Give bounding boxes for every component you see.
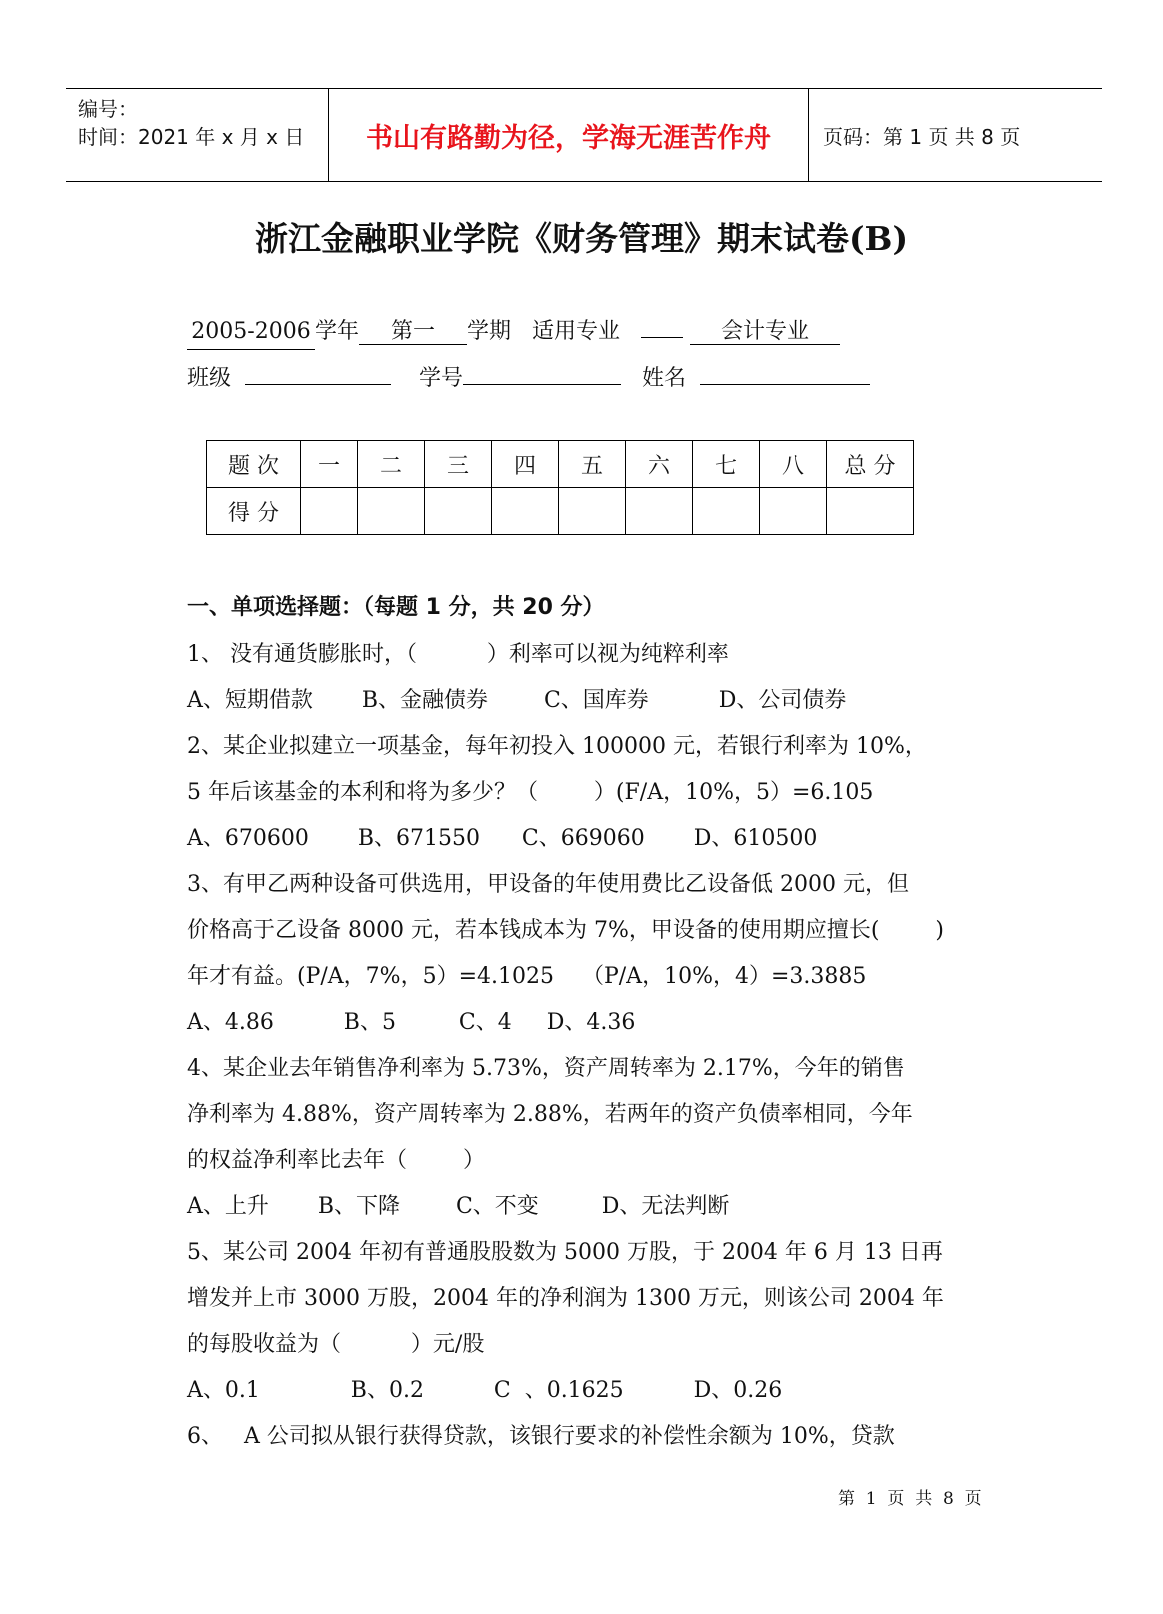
- score-header-cell: 三: [425, 441, 492, 488]
- major-blank: [641, 307, 683, 338]
- term-value: 第一: [359, 314, 467, 345]
- page-footer: 第 1 页 共 8 页: [838, 1489, 982, 1509]
- question-line: 年才有益。(P/A，7%，5）=4.1025 （P/A，10%，4）=3.3885: [187, 964, 867, 989]
- question-line: 的权益净利率比去年（ ）: [187, 1148, 485, 1173]
- question-line: 价格高于乙设备 8000 元，若本钱成本为 7%，甲设备的使用期应擅长( ): [187, 918, 944, 943]
- major-value: 会计专业: [690, 314, 840, 345]
- name-field[interactable]: [700, 354, 870, 385]
- student-id-field[interactable]: [463, 354, 621, 385]
- header-page-cell: [809, 89, 1102, 181]
- question-line: 3、有甲乙两种设备可供选用，甲设备的年使用费比乙设备低 2000 元，但: [187, 872, 909, 897]
- question-line: 4、某企业去年销售净利率为 5.73%，资产周转率为 2.17%，今年的销售: [187, 1056, 905, 1081]
- term-label: 学期: [467, 319, 512, 344]
- score-header-cell: 八: [760, 441, 827, 488]
- student-id-label: 学号: [419, 366, 464, 391]
- exam-title: 浙江金融职业学院《财务管理》期末试卷(B): [254, 219, 909, 258]
- score-header-cell: 四: [492, 441, 559, 488]
- question-option-line: A、短期借款 B、金融债券 C、国库券 D、公司债券: [187, 688, 847, 713]
- question-line: 2、某企业拟建立一项基金，每年初投入 100000 元，若银行利率为 10%，: [187, 734, 927, 759]
- question-line: 增发并上市 3000 万股，2004 年的净利润为 1300 万元，则该公司 2004 年: [187, 1286, 944, 1311]
- score-header-cell: 六: [626, 441, 693, 488]
- score-header-cell: 一: [301, 441, 358, 488]
- header-motto-cell: [329, 89, 809, 181]
- score-cell[interactable]: [301, 488, 358, 535]
- meta-line-2: [187, 354, 870, 392]
- score-row-label: 得 分: [207, 488, 301, 535]
- score-table: [206, 440, 914, 535]
- score-table-score-row: [207, 488, 914, 535]
- header-info-cell: [66, 89, 329, 181]
- score-cell[interactable]: [559, 488, 626, 535]
- major-label: 适用专业: [532, 319, 621, 344]
- school-year-label: 学年: [315, 319, 360, 344]
- score-cell[interactable]: [760, 488, 827, 535]
- question-line: 5、某公司 2004 年初有普通股股数为 5000 万股，于 2004 年 6 月 13 日再: [187, 1240, 943, 1265]
- score-cell[interactable]: [626, 488, 693, 535]
- score-header-cell: 七: [693, 441, 760, 488]
- name-label: 姓名: [642, 366, 687, 391]
- section-heading: 一、单项选择题：（每题 1 分，共 20 分）: [187, 595, 605, 620]
- score-cell[interactable]: [693, 488, 760, 535]
- meta-line-1: [187, 307, 840, 350]
- question-line: 净利率为 4.88%，资产周转率为 2.88%，若两年的资产负债率相同，今年: [187, 1102, 913, 1127]
- motto-text: 书山有路勤为径，学海无涯苦作舟: [366, 122, 771, 154]
- score-header-cell: 二: [358, 441, 425, 488]
- question-line: 1、 没有通货膨胀时，（ ）利率可以视为纯粹利率: [187, 642, 729, 667]
- question-option-line: A、0.1 B、0.2 C 、0.1625 D、0.26: [187, 1378, 783, 1403]
- question-line: 的每股收益为（ ）元/股: [187, 1332, 485, 1357]
- doc-number-label: 编号：: [78, 97, 138, 121]
- score-table-header-row: [207, 441, 914, 488]
- page-label: 页码：第 1 页 共 8 页: [823, 124, 1021, 149]
- score-cell[interactable]: [425, 488, 492, 535]
- document-header: [66, 88, 1102, 182]
- question-line: 6、 A 公司拟从银行获得贷款，该银行要求的补偿性余额为 10%，贷款: [187, 1424, 895, 1449]
- score-cell[interactable]: [827, 488, 914, 535]
- doc-time-label: 时间：2021 年 x 月 x 日: [78, 125, 305, 149]
- score-header-cell: 总 分: [827, 441, 914, 488]
- score-header-cell: 五: [559, 441, 626, 488]
- question-option-line: A、4.86 B、5 C、4 D、4.36: [187, 1010, 636, 1035]
- score-cell[interactable]: [358, 488, 425, 535]
- question-line: 5 年后该基金的本利和将为多少？（ ）(F/A，10%，5）=6.105: [187, 780, 874, 805]
- class-field[interactable]: [245, 354, 391, 385]
- question-option-line: A、670600 B、671550 C、669060 D、610500: [187, 826, 818, 851]
- question-option-line: A、上升 B、下降 C、不变 D、无法判断: [187, 1194, 730, 1219]
- class-label: 班级: [187, 366, 232, 391]
- school-year-value: 2005-2006: [187, 319, 315, 350]
- score-header-cell: 题 次: [207, 441, 301, 488]
- score-cell[interactable]: [492, 488, 559, 535]
